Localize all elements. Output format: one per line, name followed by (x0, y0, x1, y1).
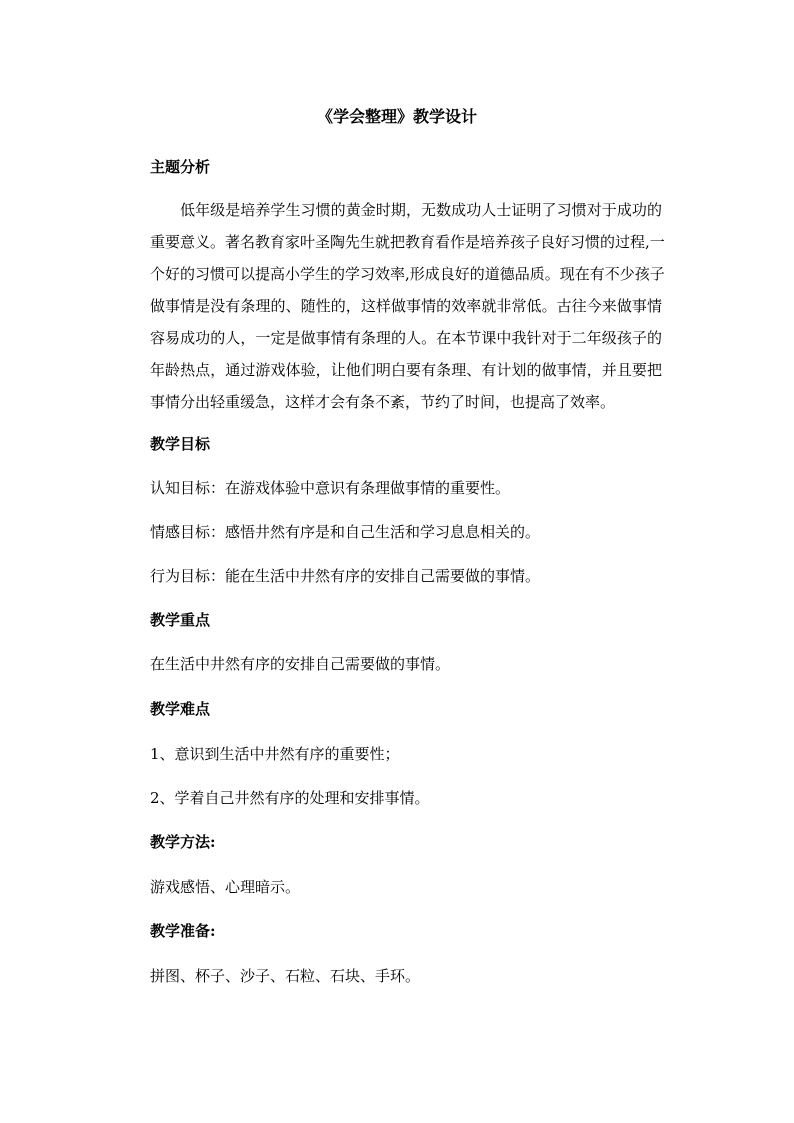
section-heading-difficulty: 教学难点 (150, 700, 211, 718)
section-heading-goals: 教学目标 (150, 435, 211, 453)
paragraph-line: 年龄热点，通过游戏体验，让他们明白要有条理、有计划的做事情，并且要把 (150, 361, 662, 379)
key-point-text: 在生活中井然有序的安排自己需要做的事情。 (150, 655, 451, 673)
paragraph-line: 事情分出轻重缓急，这样才会有条不紊，节约了时间，也提高了效率。 (150, 393, 616, 411)
goal-item: 情感目标：感悟井然有序是和自己生活和学习息息相关的。 (150, 523, 541, 541)
paragraph-line: 重要意义。著名教育家叶圣陶先生就把教育看作是培养孩子良好习惯的过程,一 (150, 233, 665, 251)
section-heading-method: 教学方法: (150, 833, 216, 851)
difficulty-item: 1、意识到生活中井然有序的重要性； (150, 745, 400, 763)
method-text: 游戏感悟、心理暗示。 (150, 878, 301, 896)
paragraph-line: 个好的习惯可以提高小学生的学习效率,形成良好的道德品质。现在有不少孩子 (150, 265, 665, 283)
paragraph-line: 做事情是没有条理的、随性的，这样做事情的效率就非常低。古往今来做事情 (150, 297, 662, 315)
goal-item: 行为目标：能在生活中井然有序的安排自己需要做的事情。 (150, 567, 541, 585)
document-title: 《学会整理》教学设计 (316, 107, 477, 126)
section-heading-key: 教学重点 (150, 611, 211, 629)
paragraph-line: 容易成功的人，一定是做事情有条理的人。在本节课中我针对于二年级孩子的 (150, 329, 662, 347)
prep-text: 拼图、杯子、沙子、石粒、石块、手环。 (150, 967, 421, 985)
section-heading-prep: 教学准备: (150, 922, 216, 940)
section-heading-theme: 主题分析 (150, 158, 211, 176)
difficulty-item: 2、学着自己井然有序的处理和安排事情。 (150, 789, 430, 807)
goal-item: 认知目标：在游戏体验中意识有条理做事情的重要性。 (150, 479, 511, 497)
paragraph-line: 低年级是培养学生习惯的黄金时期，无数成功人士证明了习惯对于成功的 (180, 201, 662, 219)
